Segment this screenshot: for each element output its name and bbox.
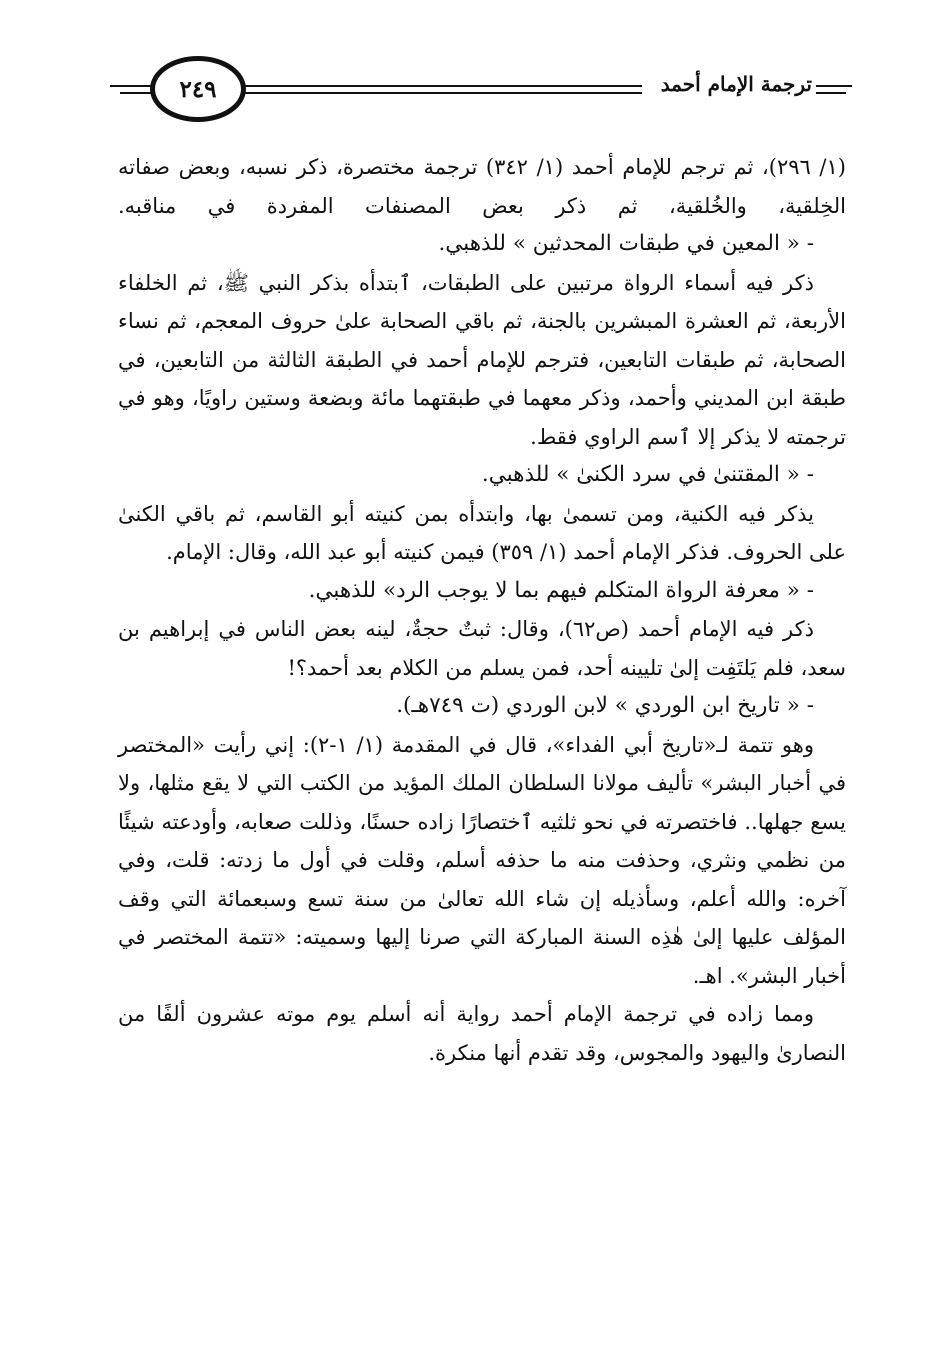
source-title-muqtana: - « المقتنىٰ في سرد الكنىٰ » للذهبي. [481, 462, 814, 487]
paragraph-muqtana-description: يذكر فيه الكنية، ومن تسمىٰ بها، وابتدأه بمن كنيته أبو القاسم، ثم باقي الكنىٰ على الحروف. فذكر الإمام أحمد (١/ ٣٥٩) فيمن كنيته أبو عبد الله، وقال: الإمام. [118, 501, 846, 564]
source-title-marifat-ruwat: - « معرفة الرواة المتكلم فيهم بما لا يوجب الرد» للذهبي. [308, 577, 814, 603]
paragraph-muin-description: ذكر فيه أسماء الرواة مرتبين على الطبقات، ٱبتدأه بذكر النبي ﷺ، ثم الخلفاء الأربعة، ثم العشرة المبشرين بالجنة، ثم باقي الصحابة علىٰ حروف المعجم، ثم نساء الصحابة، ثم طبقات التابعين، فترجم للإمام أحمد في الطبقة الثالثة من التابعين، في طبقة ابن المديني وأحمد، وذكر معهما في طبقتهما مائة وبضعة وستين راويًا، وهو في ترجمته لا يذكر إلا ٱسم الراوي فقط. [118, 270, 846, 449]
header-rule-right-bottom [816, 92, 846, 94]
header-rule-middle-bottom [242, 92, 642, 94]
paragraph-continuation: (١/ ٢٩٦)، ثم ترجم للإمام أحمد (١/ ٣٤٢) ترجمة مختصرة، ذكر نسبه، وبعض صفاته الخِلقية، والخُلقية، ثم ذكر بعض المصنفات المفردة في مناقبه. [118, 155, 846, 218]
header-rule-left-top [110, 85, 154, 87]
paragraph-tarikh-ibn-al-wardi-description: وهو تتمة لـ«تاريخ أبي الفداء»، قال في المقدمة (١/ ١-٢): إني رأيت «المختصر في أخبار البشر» تأليف مولانا السلطان الملك المؤيد من الكتب التي لا يقع مثلها، ولا يسع جهلها.. فاختصرته في نحو ثلثيه ٱختصارًا زاده حسنًا، وذللت صعابه، وأودعته شيئًا من نظمي ونثري، وحذفت منه ما حذفه أسلم، وقلت في أول ما زدته: قلت، وفي آخره: والله أعلم، وسأذيله إن شاء الله تعالىٰ من سنة تسع وسبعمائة التي وقف المؤلف عليها إلىٰ هٰذِه السنة المباركة التي صرنا إليها وسميته: «تتمة المختصر في أخبار البشر». اهـ. [118, 732, 846, 988]
header-rule-left-bottom [120, 92, 154, 94]
page-number-oval [150, 56, 246, 122]
header-rule-middle-top [242, 85, 642, 87]
running-title: ترجمة الإمام أحمد [660, 72, 812, 96]
page-number: ٢٤٩ [179, 75, 217, 103]
paragraph-marifat-ruwat-description: ذكر فيه الإمام أحمد (ص٦٢)، وقال: ثبتٌ حجةٌ، لينه بعض الناس في إبراهيم بن سعد، فلم يَلتَفِت إلىٰ تليينه أحد، فمن يسلم من الكلام بعد أحمد؟! [118, 617, 846, 680]
page-body [118, 148, 846, 1072]
page-header [100, 54, 852, 130]
source-title-tarikh-ibn-al-wardi: - « تاريخ ابن الوردي » لابن الوردي (ت ٧٤٩هـ). [396, 693, 814, 718]
paragraph-additions: ومما زاده في ترجمة الإمام أحمد رواية أنه أسلم يوم موته عشرون ألفًا من النصارىٰ واليهود والمجوس، وقد تقدم أنها منكرة. [118, 1002, 846, 1065]
header-rule-right-top [816, 85, 852, 87]
source-title-muin: - « المعين في طبقات المحدثين » للذهبي. [438, 231, 814, 256]
